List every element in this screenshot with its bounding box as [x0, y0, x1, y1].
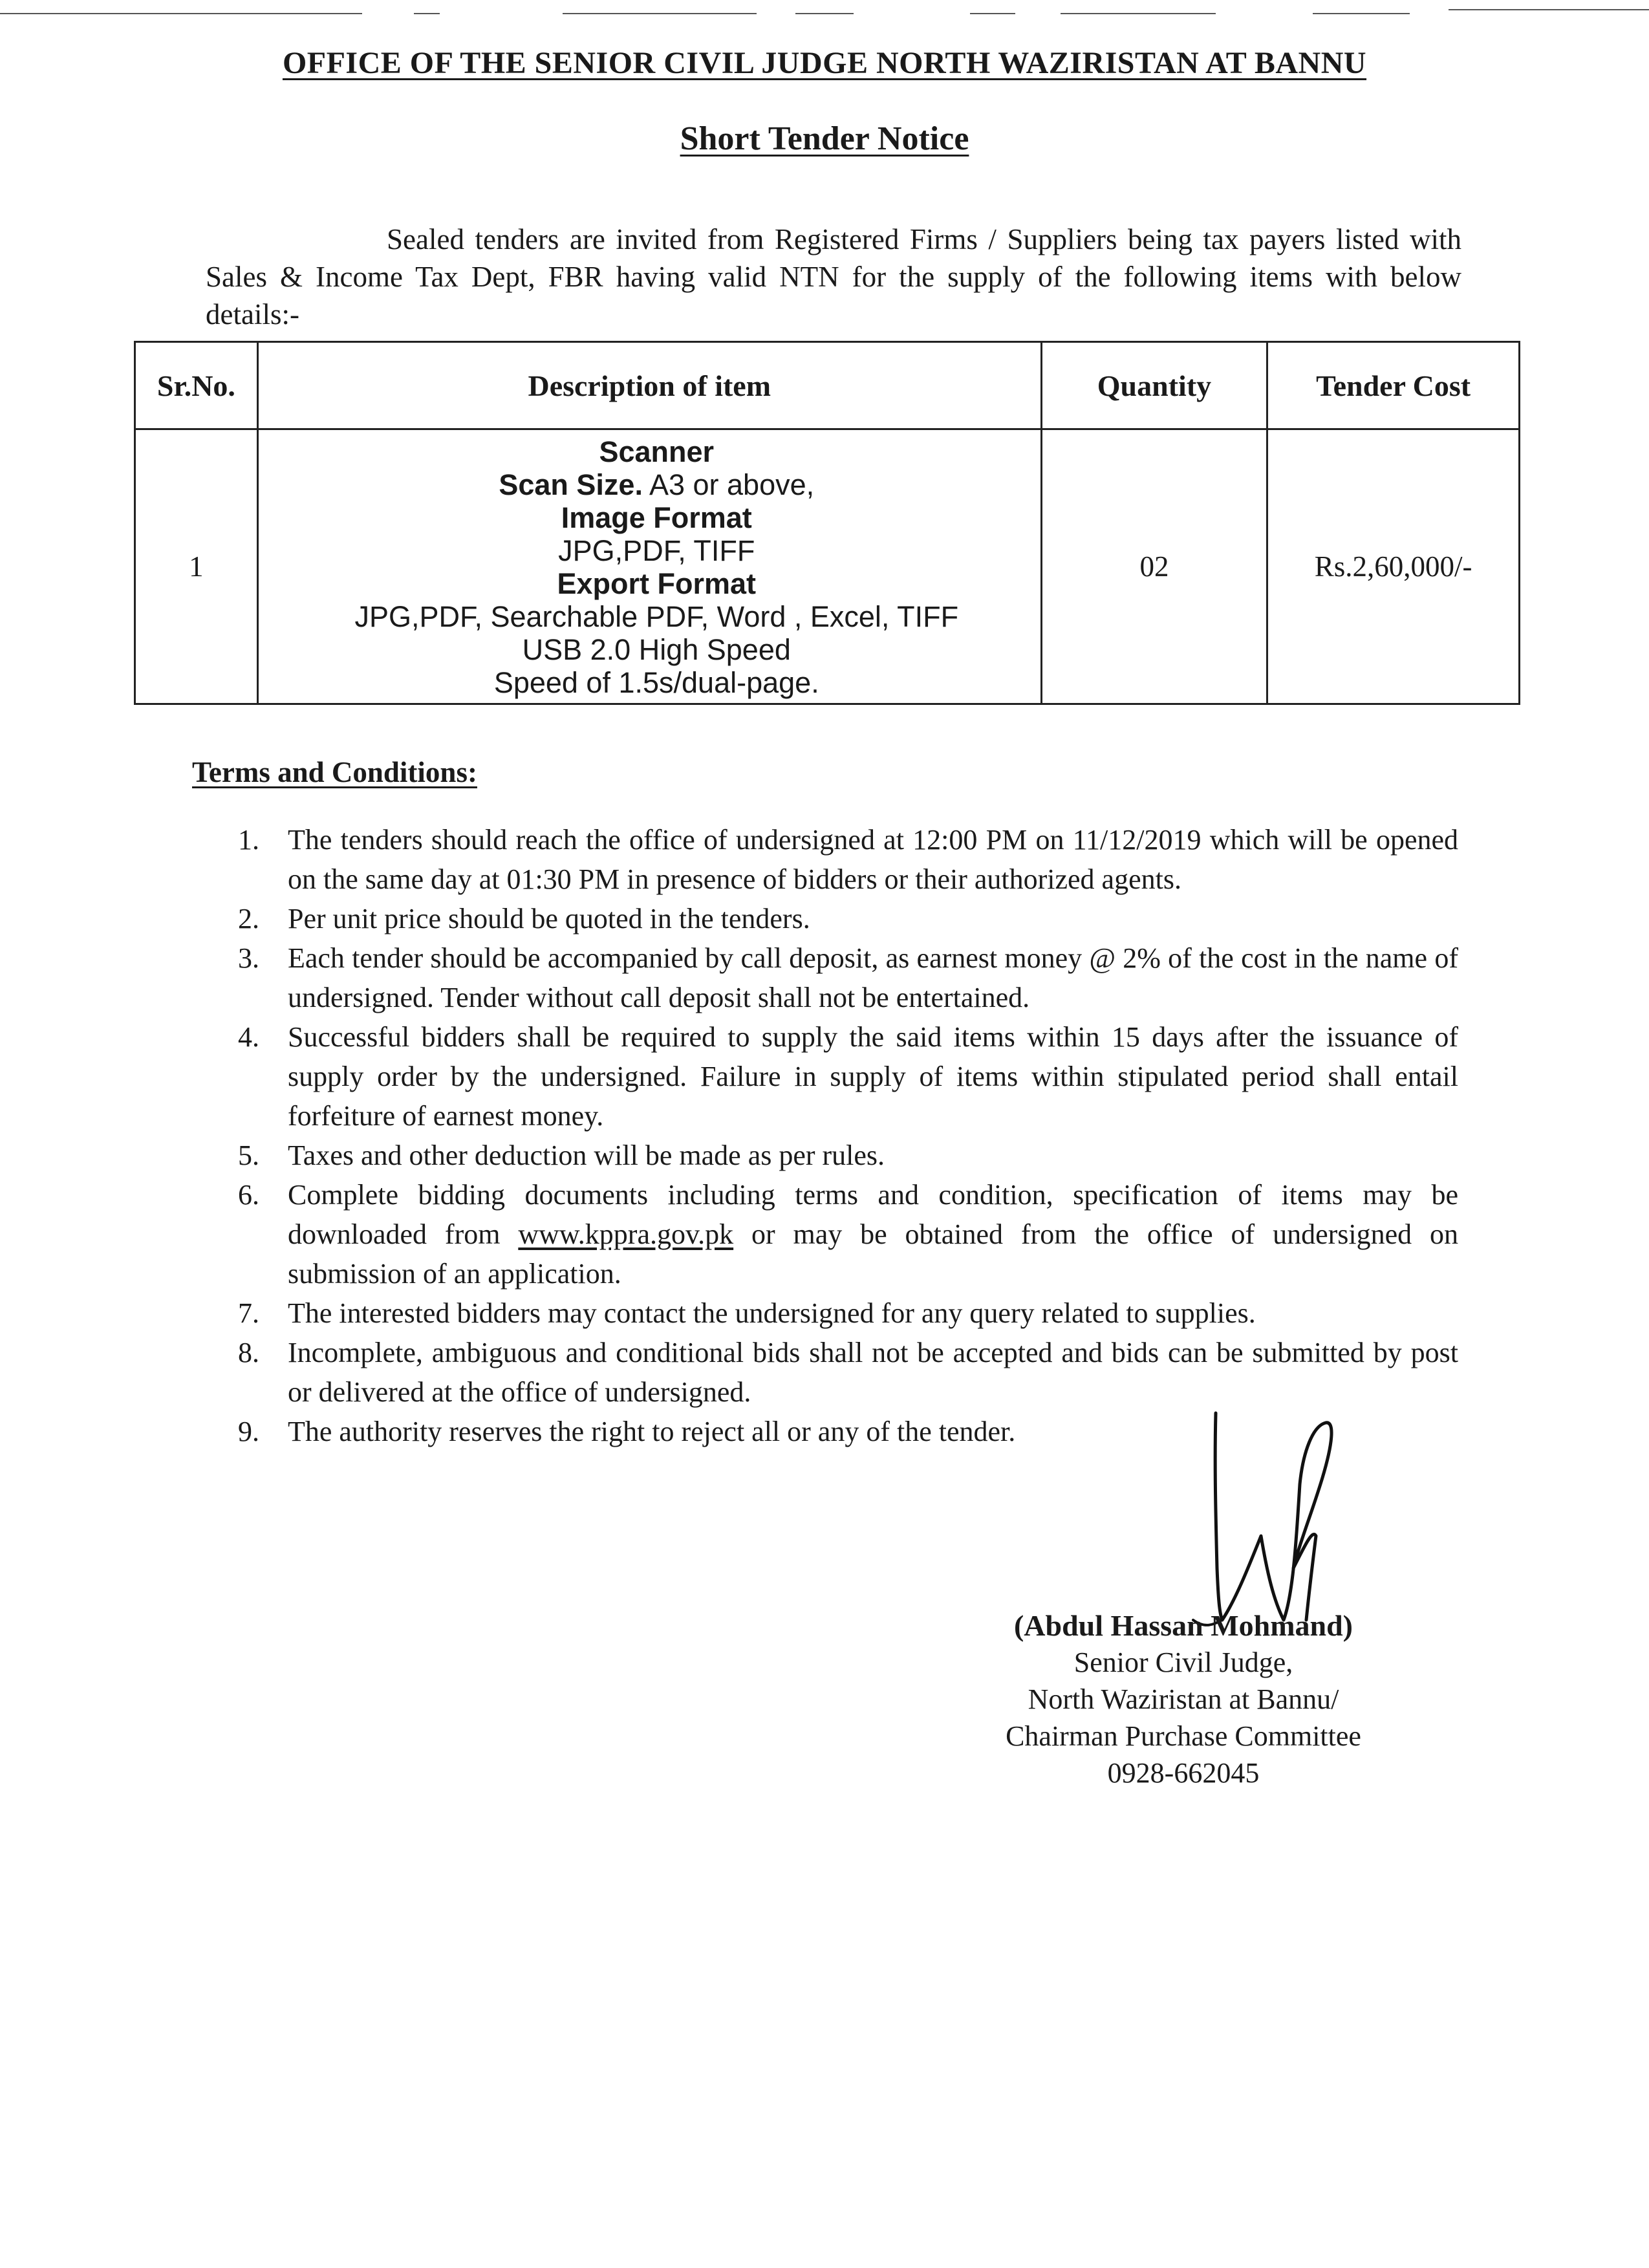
item-number: 8. — [238, 1337, 259, 1368]
cell-tender-cost: Rs.2,60,000/- — [1267, 429, 1520, 704]
description-line: Export Format — [557, 567, 757, 600]
signatory-role: Chairman Purchase Committee — [1006, 1720, 1361, 1752]
scan-edge-line — [563, 13, 757, 14]
item-number: 1. — [238, 824, 259, 856]
description-line: Speed of 1.5s/dual-page. — [493, 666, 819, 699]
item-text: The interested bidders may contact the undersigned for any query related to supplies. — [288, 1297, 1256, 1329]
item-number: 7. — [238, 1297, 259, 1329]
list-item — [220, 1293, 1458, 1333]
description-line — [273, 468, 1040, 501]
item-number: 5. — [238, 1139, 259, 1171]
description-line: Image Format — [561, 501, 752, 534]
description-line: JPG,PDF, TIFF — [558, 534, 755, 567]
table-header-row — [135, 342, 1520, 429]
item-text: Taxes and other deduction will be made as per rules. — [288, 1139, 885, 1171]
item-text: Incomplete, ambiguous and conditional bids shall not be accepted and bids can be submitted by post or delivered at the office of undersigned. — [288, 1337, 1458, 1408]
list-item — [220, 899, 1458, 938]
description-value: A3 or above, — [642, 468, 815, 501]
scan-edge-line — [795, 13, 854, 14]
item-number: 9. — [238, 1416, 259, 1447]
description-line: Scanner — [599, 435, 715, 468]
item-text: Complete bidding documents including terms and condition, specification of items may be downloaded from — [288, 1179, 1458, 1250]
list-item — [220, 820, 1458, 899]
item-number: 4. — [238, 1021, 259, 1053]
list-item — [220, 938, 1458, 1017]
item-number: 6. — [238, 1179, 259, 1211]
scan-edge-line — [1061, 13, 1216, 14]
header-quantity: Quantity — [1041, 342, 1267, 429]
item-text: Per unit price should be quoted in the tenders. — [288, 903, 810, 934]
office-heading: OFFICE OF THE SENIOR CIVIL JUDGE NORTH WAZIRISTAN AT BANNU — [282, 46, 1367, 80]
header-tender-cost: Tender Cost — [1267, 342, 1520, 429]
item-text: Successful bidders shall be required to supply the said items within 15 days after the issuance of supply order by the undersigned. Failure in supply of items within stipulated period shall entail forfeiture of earnest money. — [288, 1021, 1458, 1132]
item-text: The tenders should reach the office of undersigned at 12:00 PM on 11/12/2019 which will be opened on the same day at 01:30 PM in presence of bidders or their authorized agents. — [288, 824, 1458, 895]
intro-paragraph: Sealed tenders are invited from Registered Firms / Suppliers being tax payers listed with Sales & Income Tax Dept, FBR having valid NTN for the supply of the following items with below details:- — [206, 223, 1461, 330]
list-item — [220, 1136, 1458, 1175]
scan-edge-line — [414, 13, 440, 14]
tender-items-table — [134, 341, 1520, 705]
description-line: USB 2.0 High Speed — [522, 633, 791, 666]
handwritten-signature — [1177, 1407, 1397, 1639]
list-item — [220, 1017, 1458, 1136]
scan-edge-line — [970, 13, 1015, 14]
list-item — [220, 1175, 1458, 1293]
list-item — [220, 1333, 1458, 1412]
cell-sr-no: 1 — [135, 429, 258, 704]
cell-quantity: 02 — [1041, 429, 1267, 704]
item-number: 3. — [238, 942, 259, 974]
header-description: Description of item — [257, 342, 1041, 429]
signatory-phone: 0928-662045 — [1107, 1757, 1260, 1789]
description-line: JPG,PDF, Searchable PDF, Word , Excel, TIFF — [354, 600, 959, 633]
notice-title: Short Tender Notice — [680, 120, 969, 157]
terms-heading: Terms and Conditions: — [192, 756, 477, 788]
terms-list — [220, 820, 1458, 1451]
cell-description — [257, 429, 1041, 704]
scan-edge-line — [1449, 9, 1649, 10]
description-label: Scan Size. — [499, 468, 643, 501]
scan-edge-line — [0, 13, 362, 14]
item-number: 2. — [238, 903, 259, 934]
header-sr-no: Sr.No. — [135, 342, 258, 429]
kppra-website-link[interactable]: www.kppra.gov.pk — [518, 1218, 734, 1250]
item-text: Each tender should be accompanied by call deposit, as earnest money @ 2% of the cost in the name of undersigned. Tender without call deposit shall not be entertained. — [288, 942, 1458, 1013]
signatory-location: North Waziristan at Bannu/ — [1028, 1683, 1339, 1715]
scan-edge-line — [1313, 13, 1410, 14]
table-row — [135, 429, 1520, 704]
signatory-name: (Abdul Hassan Mohmand) — [1013, 1609, 1353, 1642]
signatory-title: Senior Civil Judge, — [1073, 1647, 1293, 1678]
item-text: The authority reserves the right to reject all or any of the tender. — [288, 1416, 1016, 1447]
signatory-block — [957, 1607, 1410, 1791]
item-text: or may be obtained from the office of undersigned on submission of an application. — [288, 1218, 1459, 1290]
